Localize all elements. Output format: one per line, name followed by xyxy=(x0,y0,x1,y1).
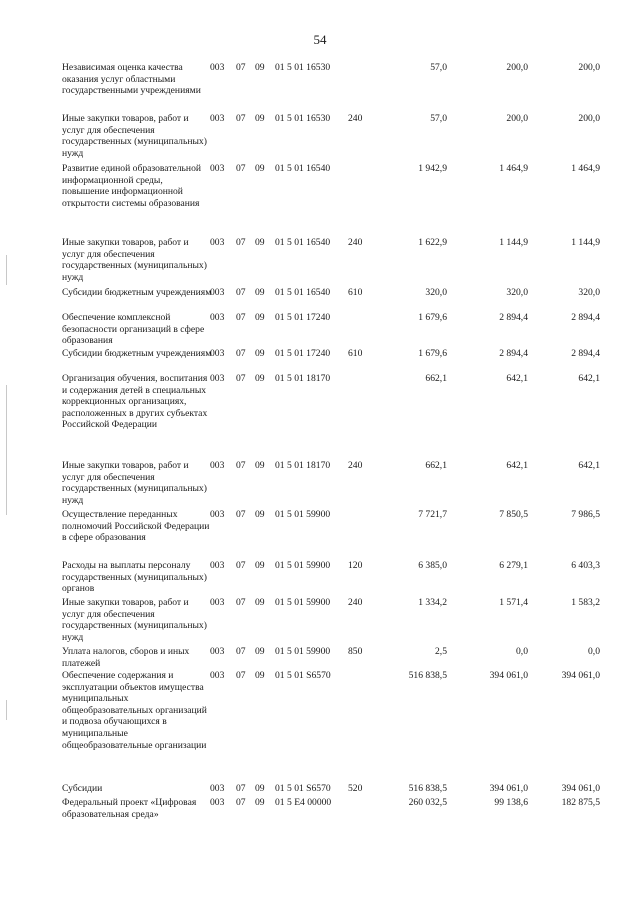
target-article-code: 01 5 01 16540 xyxy=(275,287,331,298)
amount-year-3: 0,0 xyxy=(588,646,600,657)
expense-type-code: 240 xyxy=(348,597,363,608)
admin-code: 003 xyxy=(210,163,225,174)
amount-year-1: 1 679,6 xyxy=(418,348,447,359)
expense-type-code: 520 xyxy=(348,783,363,794)
section-code: 07 xyxy=(236,348,246,359)
row-name: Уплата налогов, сборов и иных платежей xyxy=(62,646,190,669)
amount-year-2: 1 464,9 xyxy=(499,163,528,174)
subsection-code: 09 xyxy=(255,312,265,323)
admin-code: 003 xyxy=(210,509,225,520)
expense-type-code: 240 xyxy=(348,237,363,248)
target-article-code: 01 5 01 16530 xyxy=(275,113,331,124)
admin-code: 003 xyxy=(210,783,225,794)
admin-code: 003 xyxy=(210,62,225,73)
target-article-code: 01 5 01 16540 xyxy=(275,163,331,174)
subsection-code: 09 xyxy=(255,237,265,248)
amount-year-2: 394 061,0 xyxy=(489,670,528,681)
row-name: Иные закупки товаров, работ и услуг для обеспечения государственных (муниципальных) нужд xyxy=(62,460,207,506)
section-code: 07 xyxy=(236,783,246,794)
section-code: 07 xyxy=(236,62,246,73)
amount-year-3: 642,1 xyxy=(578,373,600,384)
target-article-code: 01 5 01 17240 xyxy=(275,348,331,359)
admin-code: 003 xyxy=(210,312,225,323)
amount-year-1: 57,0 xyxy=(430,113,447,124)
row-name: Развитие единой образовательной информационной среды, повышение информационной открытости системы образования xyxy=(62,163,201,209)
admin-code: 003 xyxy=(210,670,225,681)
admin-code: 003 xyxy=(210,646,225,657)
expense-type-code: 850 xyxy=(348,646,363,657)
amount-year-1: 662,1 xyxy=(425,373,447,384)
row-name: Субсидии xyxy=(62,783,103,794)
section-code: 07 xyxy=(236,237,246,248)
expense-type-code: 610 xyxy=(348,348,363,359)
admin-code: 003 xyxy=(210,348,225,359)
row-name: Иные закупки товаров, работ и услуг для обеспечения государственных (муниципальных) нужд xyxy=(62,113,207,159)
row-name: Обеспечение содержания и эксплуатации объектов имущества муниципальных общеобразовательных организаций и подвоза обучающихся в муниципальные общеобразовательные организации xyxy=(62,670,207,751)
target-article-code: 01 5 01 18170 xyxy=(275,460,331,471)
section-code: 07 xyxy=(236,560,246,571)
subsection-code: 09 xyxy=(255,797,265,808)
amount-year-1: 1 334,2 xyxy=(418,597,447,608)
amount-year-2: 99 138,6 xyxy=(494,797,528,808)
target-article-code: 01 5 01 59900 xyxy=(275,646,331,657)
admin-code: 003 xyxy=(210,237,225,248)
amount-year-1: 516 838,5 xyxy=(408,670,447,681)
row-name: Обеспечение комплексной безопасности организаций в сфере образования xyxy=(62,312,205,347)
amount-year-3: 2 894,4 xyxy=(571,312,600,323)
expense-type-code: 120 xyxy=(348,560,363,571)
amount-year-3: 1 464,9 xyxy=(571,163,600,174)
amount-year-1: 320,0 xyxy=(425,287,447,298)
amount-year-2: 2 894,4 xyxy=(499,348,528,359)
subsection-code: 09 xyxy=(255,163,265,174)
target-article-code: 01 5 01 16540 xyxy=(275,237,331,248)
row-name: Осуществление переданных полномочий Российской Федерации в сфере образования xyxy=(62,509,210,544)
row-name: Иные закупки товаров, работ и услуг для обеспечения государственных (муниципальных) нужд xyxy=(62,597,207,643)
row-name: Независимая оценка качества оказания услуг областными государственными учреждениями xyxy=(62,62,201,97)
amount-year-2: 394 061,0 xyxy=(489,783,528,794)
expense-type-code: 240 xyxy=(348,460,363,471)
row-name: Организация обучения, воспитания и содержания детей в специальных коррекционных организациях, расположенных в других субъектах Российской Федерации xyxy=(62,373,208,431)
section-code: 07 xyxy=(236,509,246,520)
subsection-code: 09 xyxy=(255,646,265,657)
amount-year-3: 200,0 xyxy=(578,62,600,73)
page-number: 54 xyxy=(313,32,327,47)
amount-year-3: 394 061,0 xyxy=(561,783,600,794)
target-article-code: 01 5 01 S6570 xyxy=(275,783,331,794)
amount-year-3: 182 875,5 xyxy=(561,797,600,808)
amount-year-2: 320,0 xyxy=(506,287,528,298)
section-code: 07 xyxy=(236,797,246,808)
admin-code: 003 xyxy=(210,597,225,608)
section-code: 07 xyxy=(236,646,246,657)
scan-margin-mark xyxy=(6,385,7,515)
subsection-code: 09 xyxy=(255,597,265,608)
admin-code: 003 xyxy=(210,287,225,298)
section-code: 07 xyxy=(236,460,246,471)
subsection-code: 09 xyxy=(255,62,265,73)
amount-year-3: 2 894,4 xyxy=(571,348,600,359)
amount-year-1: 1 622,9 xyxy=(418,237,447,248)
amount-year-1: 662,1 xyxy=(425,460,447,471)
target-article-code: 01 5 01 59900 xyxy=(275,509,331,520)
amount-year-1: 57,0 xyxy=(430,62,447,73)
amount-year-2: 2 894,4 xyxy=(499,312,528,323)
admin-code: 003 xyxy=(210,560,225,571)
amount-year-3: 1 144,9 xyxy=(571,237,600,248)
subsection-code: 09 xyxy=(255,509,265,520)
amount-year-1: 6 385,0 xyxy=(418,560,447,571)
amount-year-2: 7 850,5 xyxy=(499,509,528,520)
row-name: Иные закупки товаров, работ и услуг для обеспечения государственных (муниципальных) нужд xyxy=(62,237,207,283)
amount-year-3: 6 403,3 xyxy=(571,560,600,571)
row-name: Расходы на выплаты персоналу государственных (муниципальных) органов xyxy=(62,560,207,595)
expense-type-code: 610 xyxy=(348,287,363,298)
target-article-code: 01 5 01 59900 xyxy=(275,560,331,571)
target-article-code: 01 5 01 16530 xyxy=(275,62,331,73)
section-code: 07 xyxy=(236,163,246,174)
amount-year-3: 394 061,0 xyxy=(561,670,600,681)
amount-year-3: 7 986,5 xyxy=(571,509,600,520)
scan-margin-mark xyxy=(6,700,7,720)
subsection-code: 09 xyxy=(255,373,265,384)
subsection-code: 09 xyxy=(255,560,265,571)
subsection-code: 09 xyxy=(255,287,265,298)
amount-year-2: 642,1 xyxy=(506,373,528,384)
subsection-code: 09 xyxy=(255,670,265,681)
target-article-code: 01 5 01 59900 xyxy=(275,597,331,608)
amount-year-2: 642,1 xyxy=(506,460,528,471)
subsection-code: 09 xyxy=(255,783,265,794)
section-code: 07 xyxy=(236,373,246,384)
section-code: 07 xyxy=(236,287,246,298)
row-name: Субсидии бюджетным учреждениям xyxy=(62,287,212,298)
amount-year-1: 260 032,5 xyxy=(408,797,447,808)
admin-code: 003 xyxy=(210,797,225,808)
amount-year-1: 7 721,7 xyxy=(418,509,447,520)
target-article-code: 01 5 01 17240 xyxy=(275,312,331,323)
row-name: Федеральный проект «Цифровая образовательная среда» xyxy=(62,797,197,820)
amount-year-3: 200,0 xyxy=(578,113,600,124)
target-article-code: 01 5 01 18170 xyxy=(275,373,331,384)
amount-year-1: 1 679,6 xyxy=(418,312,447,323)
subsection-code: 09 xyxy=(255,460,265,471)
section-code: 07 xyxy=(236,113,246,124)
amount-year-3: 1 583,2 xyxy=(571,597,600,608)
amount-year-2: 200,0 xyxy=(506,113,528,124)
amount-year-2: 200,0 xyxy=(506,62,528,73)
section-code: 07 xyxy=(236,312,246,323)
amount-year-2: 1 571,4 xyxy=(499,597,528,608)
scan-margin-mark xyxy=(6,255,7,285)
amount-year-3: 320,0 xyxy=(578,287,600,298)
amount-year-2: 1 144,9 xyxy=(499,237,528,248)
section-code: 07 xyxy=(236,597,246,608)
amount-year-1: 516 838,5 xyxy=(408,783,447,794)
amount-year-2: 0,0 xyxy=(516,646,528,657)
row-name: Субсидии бюджетным учреждениям xyxy=(62,348,212,359)
subsection-code: 09 xyxy=(255,348,265,359)
admin-code: 003 xyxy=(210,460,225,471)
amount-year-2: 6 279,1 xyxy=(499,560,528,571)
amount-year-3: 642,1 xyxy=(578,460,600,471)
target-article-code: 01 5 01 S6570 xyxy=(275,670,331,681)
amount-year-1: 1 942,9 xyxy=(418,163,447,174)
section-code: 07 xyxy=(236,670,246,681)
expense-type-code: 240 xyxy=(348,113,363,124)
subsection-code: 09 xyxy=(255,113,265,124)
target-article-code: 01 5 E4 00000 xyxy=(275,797,332,808)
amount-year-1: 2,5 xyxy=(435,646,447,657)
admin-code: 003 xyxy=(210,373,225,384)
admin-code: 003 xyxy=(210,113,225,124)
